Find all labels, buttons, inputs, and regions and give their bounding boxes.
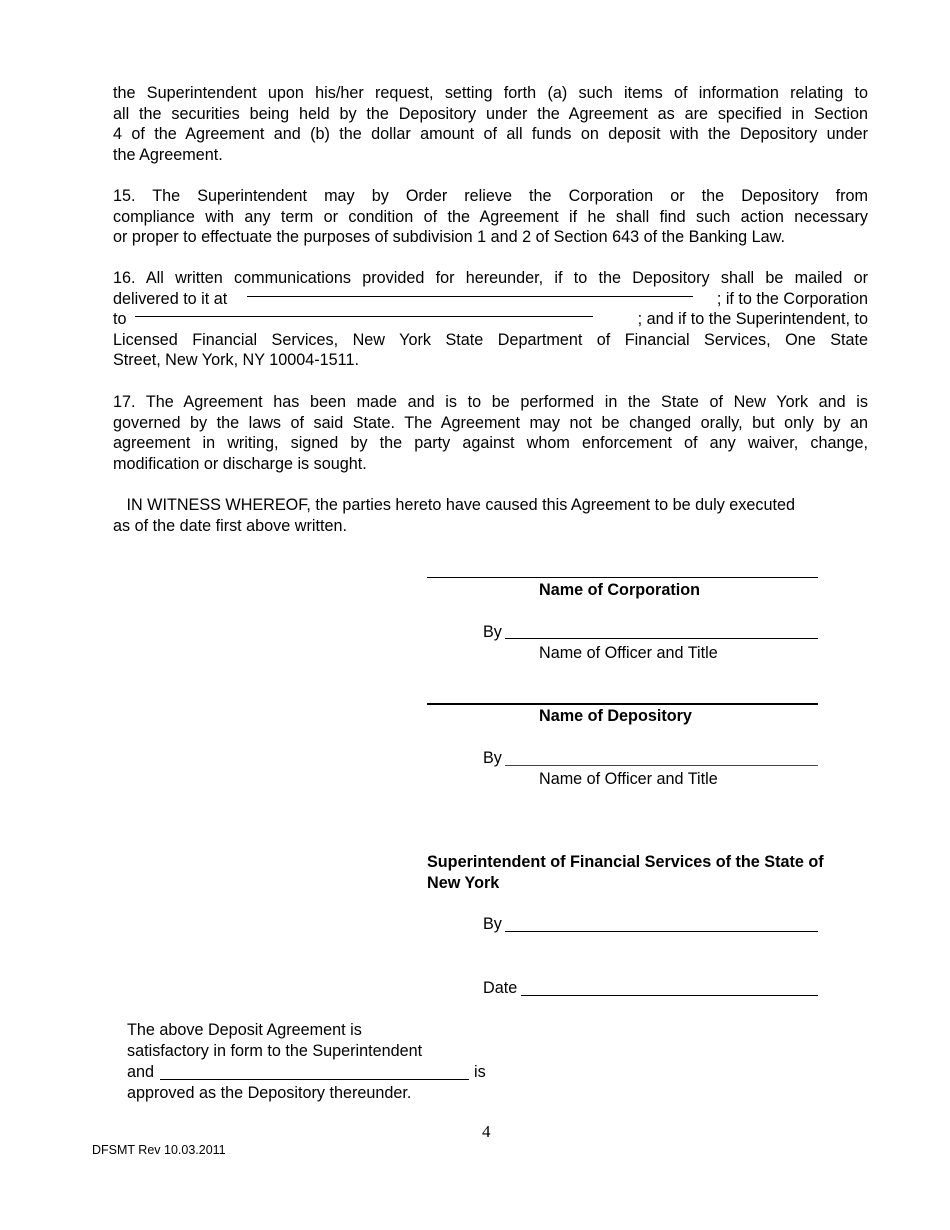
date-label: Date — [483, 979, 518, 997]
officer-title-label: Name of Officer and Title — [539, 644, 718, 662]
text-line: or proper to effectuate the purposes of subdivision 1 and 2 of Section 643 of the Banking Law. — [113, 228, 785, 247]
text-line: modification or discharge is sought. — [113, 454, 367, 473]
text-line: all the securities being held by the Depository under the Agreement as are specified in Section — [113, 104, 868, 123]
text-line: 16. All written communications provided for hereunder, if to the Depository shall be mailed or — [113, 269, 868, 287]
text-line: agreement in writing, signed by the party against whom enforcement of any waiver, change, — [113, 434, 868, 453]
by-label: By — [483, 749, 502, 767]
paragraph-16 — [113, 268, 868, 371]
superintendent-signature-line[interactable] — [505, 931, 818, 932]
corporation-signature-line[interactable] — [505, 638, 818, 639]
corporation-name-line[interactable] — [427, 577, 818, 578]
text-line: 15. The Superintendent may by Order relieve the Corporation or the Depository from — [113, 187, 868, 205]
depository-address-blank[interactable] — [247, 296, 693, 297]
superintendent-label: Superintendent of Financial Services of the State of — [427, 853, 824, 871]
text-line — [113, 289, 868, 310]
text-line: the Superintendent upon his/her request, setting forth (a) such items of information relating to — [113, 84, 868, 102]
approval-line: and — [127, 1063, 155, 1081]
text-line — [113, 309, 868, 330]
approval-line: is — [474, 1063, 486, 1081]
depository-approval-blank[interactable] — [160, 1079, 469, 1080]
text-line: compliance with any term or condition of the Agreement if he shall find such action necessary — [113, 207, 868, 226]
depository-signature-line[interactable] — [505, 765, 818, 766]
text-fragment: to — [113, 310, 127, 329]
paragraph-continuation — [113, 83, 868, 165]
text-line: as of the date first above written. — [113, 516, 347, 535]
depository-label: Name of Depository — [539, 707, 692, 725]
corporation-address-blank[interactable] — [135, 316, 593, 317]
approval-line: The above Deposit Agreement is — [127, 1021, 362, 1039]
approval-line: approved as the Depository thereunder. — [127, 1084, 412, 1102]
paragraph-15 — [113, 186, 868, 248]
text-fragment: ; and if to the Superintendent, to — [637, 310, 868, 329]
paragraph-17 — [113, 392, 868, 474]
text-fragment: delivered to it at — [113, 289, 228, 308]
officer-title-label: Name of Officer and Title — [539, 770, 718, 788]
depository-name-line[interactable] — [427, 703, 818, 705]
corporation-label: Name of Corporation — [539, 581, 700, 599]
text-line: Licensed Financial Services, New York State Department of Financial Services, One State — [113, 330, 868, 349]
approval-line: satisfactory in form to the Superintendent — [127, 1042, 423, 1060]
text-line: Street, New York, NY 10004-1511. — [113, 351, 359, 370]
text-line: the Agreement. — [113, 145, 223, 164]
by-label: By — [483, 623, 502, 641]
text-line: 4 of the Agreement and (b) the dollar amount of all funds on deposit with the Depository under — [113, 125, 868, 144]
page-number: 4 — [482, 1122, 491, 1141]
date-line[interactable] — [521, 995, 818, 996]
text-line: governed by the laws of said State. The Agreement may not be changed orally, but only by an — [113, 413, 868, 432]
superintendent-label-line2: New York — [427, 874, 500, 892]
text-line: IN WITNESS WHEREOF, the parties hereto have caused this Agreement to be duly executed — [113, 496, 795, 514]
witness-clause — [113, 495, 868, 536]
text-line: 17. The Agreement has been made and is to be performed in the State of New York and is — [113, 393, 868, 411]
by-label: By — [483, 915, 502, 933]
footer-revision: DFSMT Rev 10.03.2011 — [92, 1143, 226, 1157]
text-fragment: ; if to the Corporation — [716, 289, 868, 308]
